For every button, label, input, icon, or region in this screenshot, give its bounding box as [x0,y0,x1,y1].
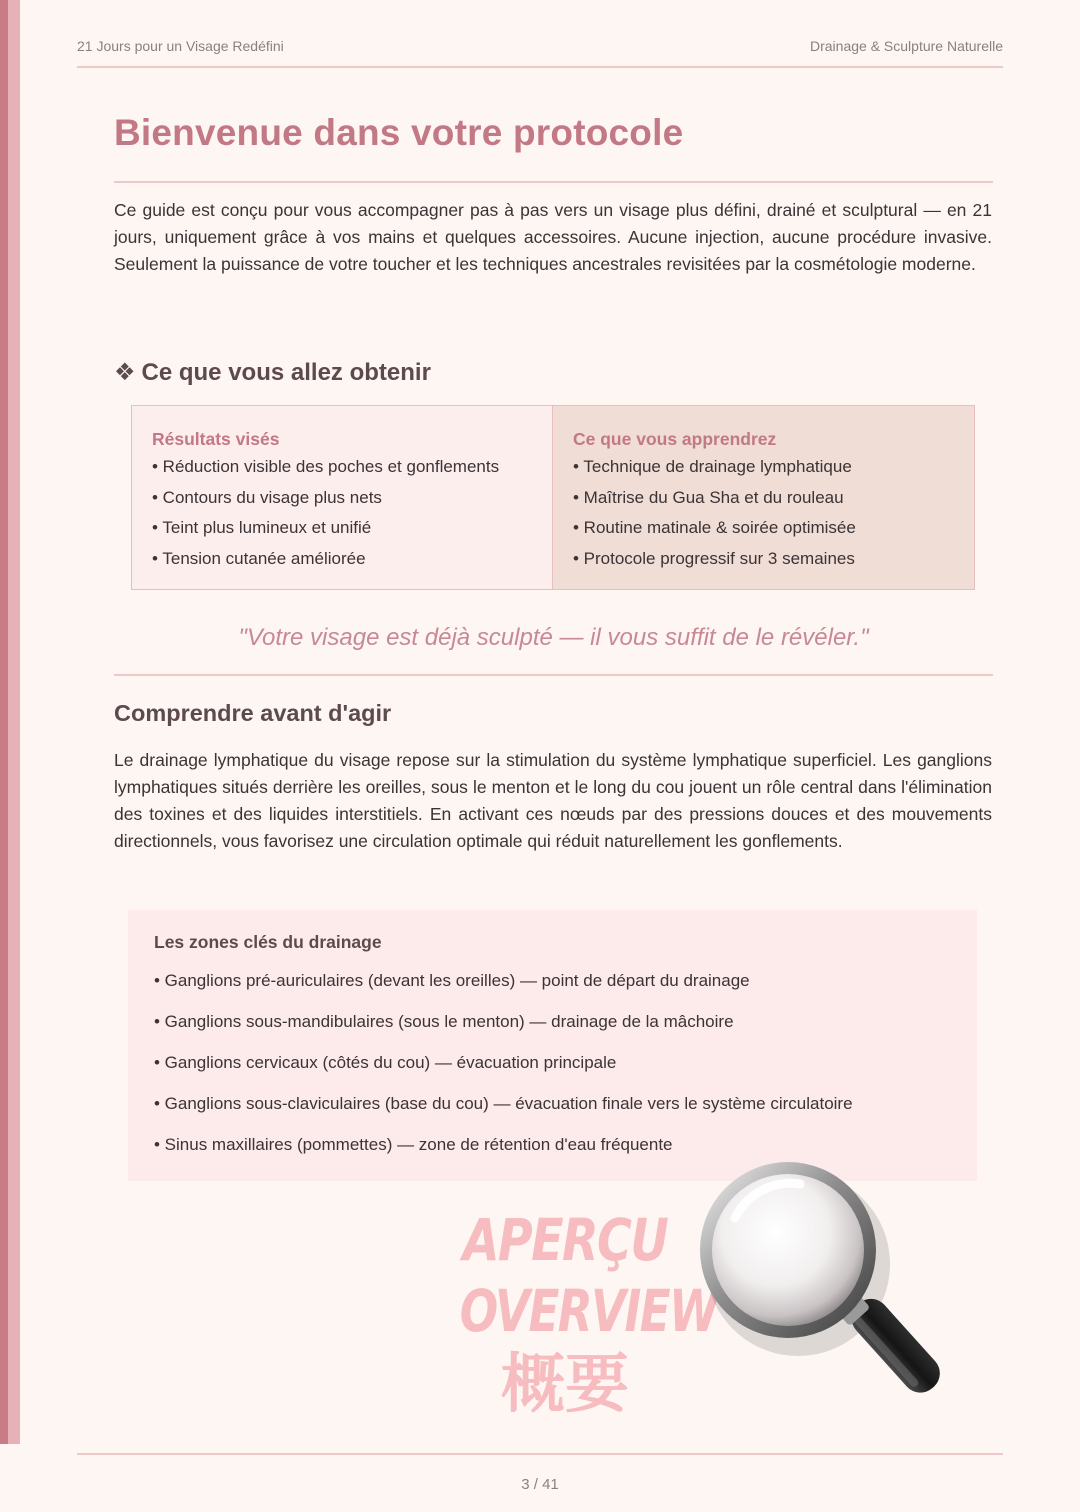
pull-quote: "Votre visage est déjà sculpté — il vous suffit de le révéler." [238,624,869,651]
page-number: 3 / 41 [521,1476,559,1493]
list-item: • Ganglions sous-mandibulaires (sous le menton) — drainage de la mâchoire [154,1012,734,1031]
results-column-title: Résultats visés [152,429,280,449]
title-divider [114,181,993,183]
footer-divider [77,1453,1003,1455]
list-item: • Routine matinale & soirée optimisée [573,518,856,537]
list-item: • Technique de drainage lymphatique [573,457,852,476]
list-item: • Maîtrise du Gua Sha et du rouleau [573,487,844,507]
learn-column-title: Ce que vous apprendrez [573,429,777,449]
list-item: • Contours du visage plus nets [152,487,382,507]
watermark-line-chinese: 概要 [501,1348,629,1422]
list-item: • Réduction visible des poches et gonflements [152,457,500,476]
list-item: • Teint plus lumineux et unifié [152,518,372,537]
page-title: Bienvenue dans votre protocole [114,112,684,153]
magnifier-icon [680,1140,970,1410]
magnifier-lens [712,1174,864,1326]
side-accent-bar-dark [0,0,8,1444]
watermark-line-french: APERÇU [462,1206,668,1274]
intro-paragraph: Ce guide est conçu pour vous accompagner pas à pas vers un visage plus défini, drainé et sculptural — en 21 jours, uniquement grâce à vos mains et quelques accessoires. Aucune injection, aucune procédure invasive. Seulement la puissance de votre toucher et les techniques ancestrales revisitées par la cosmétologie moderne. [114,200,992,274]
preview-watermark [430,1205,718,1423]
section-heading-text: Ce que vous allez obtenir [141,359,431,386]
learn-column [553,406,974,589]
list-item: • Ganglions cervicaux (côtés du cou) — évacuation principale [154,1053,617,1072]
understand-heading: Comprendre avant d'agir [114,700,392,726]
running-header-book-title: 21 Jours pour un Visage Redéfini [77,38,284,54]
results-list [152,452,532,574]
running-header-section-title: Drainage & Sculpture Naturelle [810,38,1003,54]
results-column [132,406,553,589]
side-accent-bar-light [8,0,20,1444]
list-item: • Protocole progressif sur 3 semaines [573,548,855,568]
diamond-bullet-icon: ❖ [114,359,136,386]
goals-two-column-box [131,405,975,590]
understand-paragraph: Le drainage lymphatique du visage repose sur la stimulation du système lymphatique superficiel. Les ganglions lymphatiques situés derrière les oreilles, sous le menton et le long du cou jouent un rôle central dans l'élimination des toxines et des liquides interstitiels. En activant ces nœuds par des pressions douces et des mouvements directionnels, vous favorisez une circulation optimale qui réduit naturellement les gonflements. [114,750,992,851]
drainage-zones-title: Les zones clés du drainage [154,932,382,952]
list-item: • Sinus maxillaires (pommettes) — zone de rétention d'eau fréquente [154,1135,673,1154]
list-item: • Tension cutanée améliorée [152,548,366,568]
running-header [77,36,1003,68]
quote-divider [114,674,993,676]
list-item: • Ganglions pré-auriculaires (devant les oreilles) — point de départ du drainage [154,971,750,990]
watermark-line-english: OVERVIEW [459,1277,718,1345]
learn-list [573,452,954,574]
drainage-zones-list [154,960,951,1165]
list-item: • Ganglions sous-claviculaires (base du cou) — évacuation finale vers le système circulatoire [154,1094,853,1113]
section-heading-goals [114,358,431,387]
